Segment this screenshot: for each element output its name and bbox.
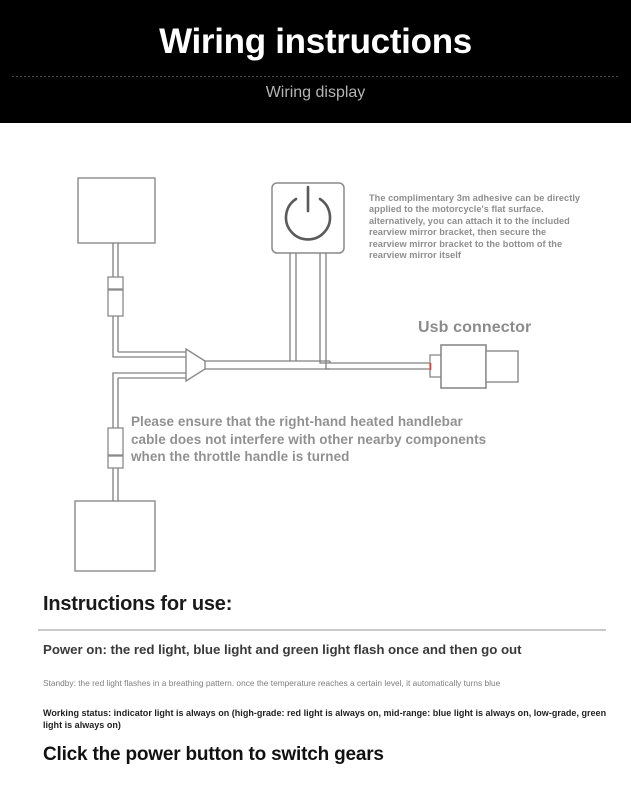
header-divider xyxy=(12,76,619,77)
instruction-switch-gears: Click the power button to switch gears xyxy=(43,744,384,765)
note-handlebar: Please ensure that the right-hand heated handlebar cable does not interfere with other nearby components when the throttle handle is turned xyxy=(131,414,487,464)
usb-connector-body xyxy=(441,345,486,388)
page-header xyxy=(0,0,631,123)
page-subtitle: Wiring display xyxy=(265,84,366,101)
instruction-standby: Standby: the red light flashes in a breathing pattern. once the temperature reaches a certain level, it automatically turns blue xyxy=(43,678,501,688)
cable-upper-elbow xyxy=(113,352,186,357)
inline-connector-lower-small xyxy=(108,456,123,468)
instructions-section xyxy=(0,578,631,800)
inline-connector-lower-large xyxy=(108,428,123,455)
note-adhesive: The complimentary 3m adhesive can be directly applied to the motorcycle's flat surface. alternatively, you can attach it to the included rearview mirror bracket, then secure the rearview mirror bracket to the bottom of the rearview mirror itself xyxy=(369,193,581,261)
instructions-title: Instructions for use: xyxy=(43,593,233,615)
usb-connector-label: Usb connector xyxy=(418,319,532,336)
usb-connector-tip xyxy=(486,351,518,382)
inline-connector-upper-small xyxy=(108,277,123,289)
splitter-junction xyxy=(186,349,205,381)
power-wire-c xyxy=(320,253,430,363)
left-heating-pad-top xyxy=(78,178,155,243)
cable-lower-elbow xyxy=(113,373,186,378)
instruction-power-on: Power on: the red light, blue light and green light flash once and then go out xyxy=(43,642,522,657)
instruction-working-status: Working status: indicator light is always on (high-grade: red light is always on, mid-range: blue light is always on, low-grade, green light is always on) xyxy=(43,708,607,730)
wiring-diagram-svg xyxy=(0,123,631,578)
page-title: Wiring instructions xyxy=(159,22,472,61)
power-wire-d xyxy=(326,253,430,369)
left-heating-pad-bottom xyxy=(75,501,155,571)
instructions-divider xyxy=(38,629,606,631)
inline-connector-upper-large xyxy=(108,290,123,316)
wiring-diagram xyxy=(0,123,631,578)
